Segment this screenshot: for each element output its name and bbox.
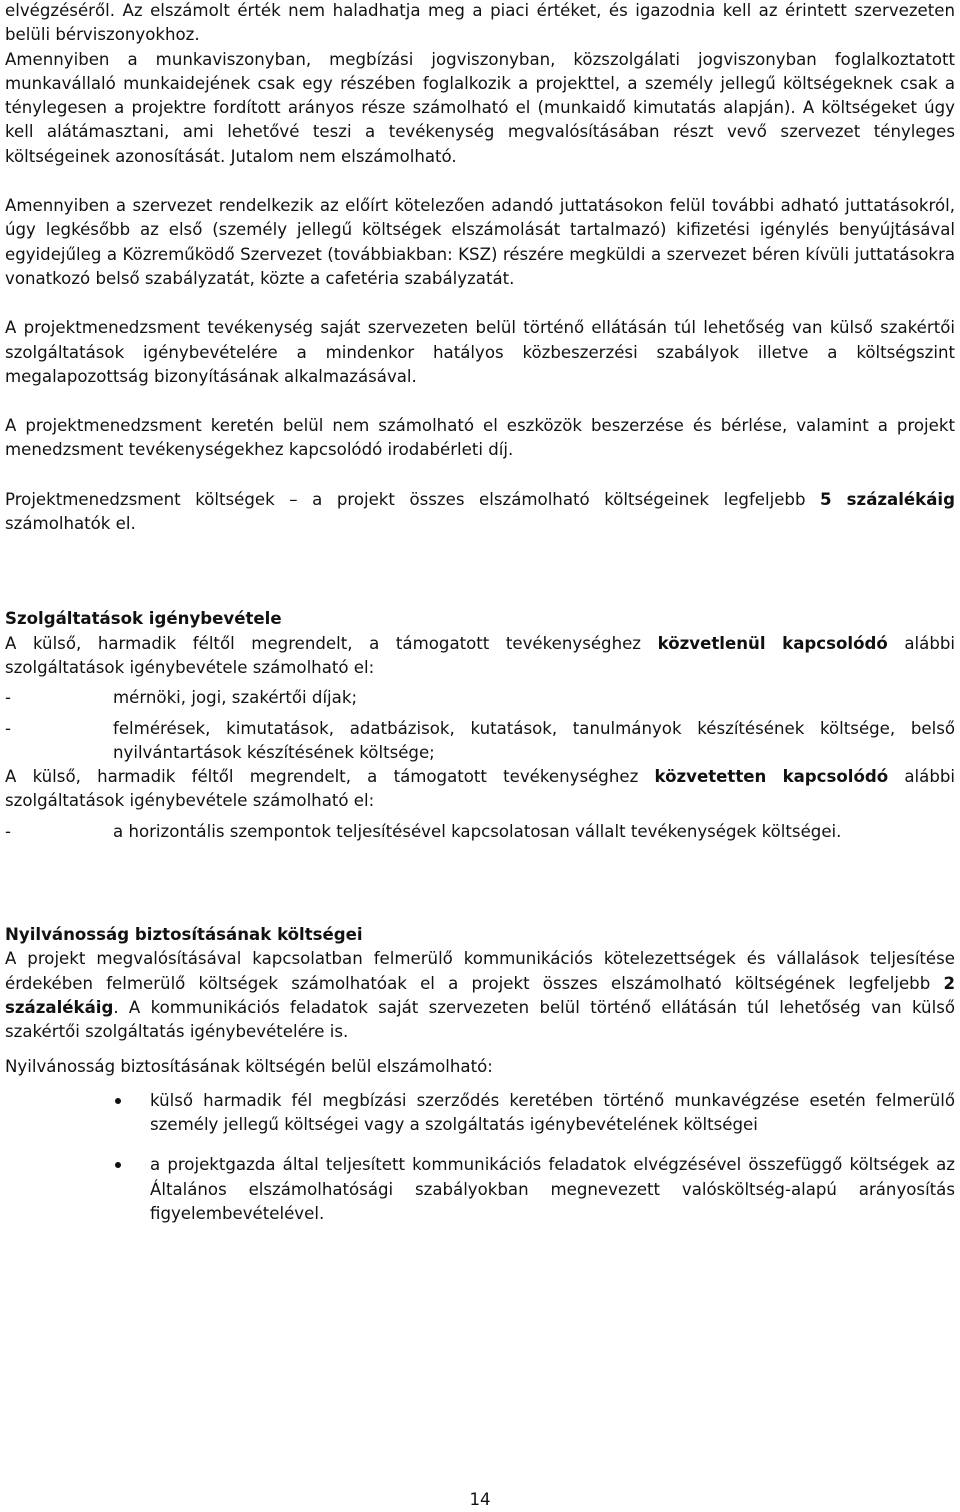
direct-services-list — [5, 686, 955, 765]
paragraph-wage-conditions: elvégzéséről. Az elszámolt érték nem haladhatja meg a piaci értéket, és igazodnia kell az érintett szervezeten belüli bérviszonyokhoz. — [5, 1, 955, 45]
paragraph-external-experts: A projektmenedzsment tevékenység saját szervezeten belül történő ellátásán túl lehetőség van külső szakértői szolgáltatások igénybevételére a mindenkor hatályos közbeszerzési szabályok illetve a költségszint megalapozottság bizonyításának alkalmazásával. — [5, 318, 955, 386]
paragraph-publicity-eligible: Nyilvánosság biztosításának költségén belül elszámolható: — [5, 1056, 493, 1076]
dash-marker: - — [5, 718, 11, 738]
emphasis-indirect: közvetetten — [654, 767, 767, 787]
list-item-text: külső harmadik fél megbízási szerződés keretében történő munkavégzése esetén felmerülő személy jellegű költségei vagy a szolgáltatás igénybevételének költségei — [150, 1090, 955, 1135]
text-segment: . A kommunikációs feladatok saját szervezeten belül történő ellátásán túl lehetőség van külső szakértői szolgáltatás igénybevételére is. — [5, 997, 955, 1042]
emphasis-limit: 5 százalékáig — [820, 489, 955, 509]
emphasis-limit: 2 százalékáig — [5, 973, 955, 1017]
document-page — [5, 0, 955, 1226]
page-number: 14 — [469, 1490, 491, 1509]
section-heading-publicity: Nyilvánosság biztosításának költségei — [5, 925, 363, 945]
list-item — [5, 820, 955, 844]
paragraph-part-time-staff: Amennyiben a munkaviszonyban, megbízási jogviszonyban, közszolgálati jogviszonyban foglalkoztatott munkavállaló munkaidejének csak egy részében foglalkozik a projekttel, a személy jellegű költségeknek csak a ténylegesen a projektre fordított arányos része számolható el (munkaidő kimutatás alapján). A költségeket úgy kell alátámasztani, ami lehetővé teszi a tevékenység megvalósításában részt vevő szervezet tényleges költségeinek azonosítását. Jutalom nem elszámolható. — [5, 49, 955, 166]
paragraph-direct-services — [5, 632, 955, 681]
publicity-bullet-list — [5, 1089, 955, 1226]
list-item-text: mérnöki, jogi, szakértői díjak; — [113, 688, 358, 708]
paragraph-non-eligible-items: A projektmenedzsment keretén belül nem számolható el eszközök beszerzése és bérlése, valamint a projekt menedzsment tevékenységekhez kapcsolódó irodabérleti díj. — [5, 416, 955, 460]
paragraph-publicity-costs — [5, 947, 955, 1044]
list-item-text: felmérések, kimutatások, adatbázisok, kutatások, tanulmányok készítésének költsége, belső nyilvántartások készítésének költsége; — [113, 718, 955, 762]
dash-marker: - — [5, 821, 11, 841]
paragraph-management-cost-limit — [5, 488, 955, 537]
text-segment: számolhatók el. — [5, 514, 136, 534]
indirect-services-list — [5, 820, 955, 844]
text-segment: A külső, harmadik féltől megrendelt, a támogatott tevékenységhez — [5, 767, 655, 787]
emphasis-direct: közvetlenül — [657, 633, 766, 653]
list-item-text: a horizontális szempontok teljesítésével kapcsolatosan vállalt tevékenységek költségei. — [113, 821, 842, 841]
paragraph-indirect-services — [5, 765, 955, 814]
bullet-icon — [5, 1153, 150, 1226]
text-segment: A projekt megvalósításával kapcsolatban felmerülő kommunikációs kötelezettségek és vállalások teljesítése érdekében felmerülő költségek számolhatóak el a projekt összes elszámolható költségének legfeljebb — [5, 949, 955, 993]
list-item — [5, 717, 955, 766]
list-item-text: a projektgazda által teljesített kommunikációs feladatok elvégzésével összefüggő költségek az Általános elszámolhatósági szabályokban megnevezett valósköltség-alapú arányosítás figyelembevételével. — [150, 1155, 955, 1223]
emphasis-related: kapcsolódó — [782, 633, 888, 653]
list-item — [5, 686, 955, 710]
bullet-icon — [5, 1089, 150, 1138]
text-segment: alábbi szolgáltatások igénybevétele számolható el: — [5, 767, 955, 811]
section-heading-services: Szolgáltatások igénybevétele — [5, 609, 282, 629]
list-item — [5, 1153, 955, 1226]
dash-marker: - — [5, 688, 11, 708]
list-item — [5, 1089, 955, 1138]
emphasis-related: kapcsolódó — [782, 767, 889, 787]
text-segment: alábbi szolgáltatások igénybevétele számolható el: — [5, 633, 955, 677]
paragraph-extra-benefits: Amennyiben a szervezet rendelkezik az előírt kötelezően adandó juttatásokon felül további adható juttatásokról, úgy legkésőbb az első (személy jellegű költségek elszámolását tartalmazó) kifizetési igénylés benyújtásával egyidejűleg a Közreműködő Szervezet (továbbiakban: KSZ) részére megküldi a szervezet béren kívüli juttatásokra vonatkozó belső szabályzatát, közte a cafetéria szabályzatát. — [5, 196, 955, 288]
text-segment: Projektmenedzsment költségek – a projekt összes elszámolható költségeinek legfeljebb — [5, 489, 821, 509]
text-segment: A külső, harmadik féltől megrendelt, a támogatott tevékenységhez — [5, 633, 658, 653]
